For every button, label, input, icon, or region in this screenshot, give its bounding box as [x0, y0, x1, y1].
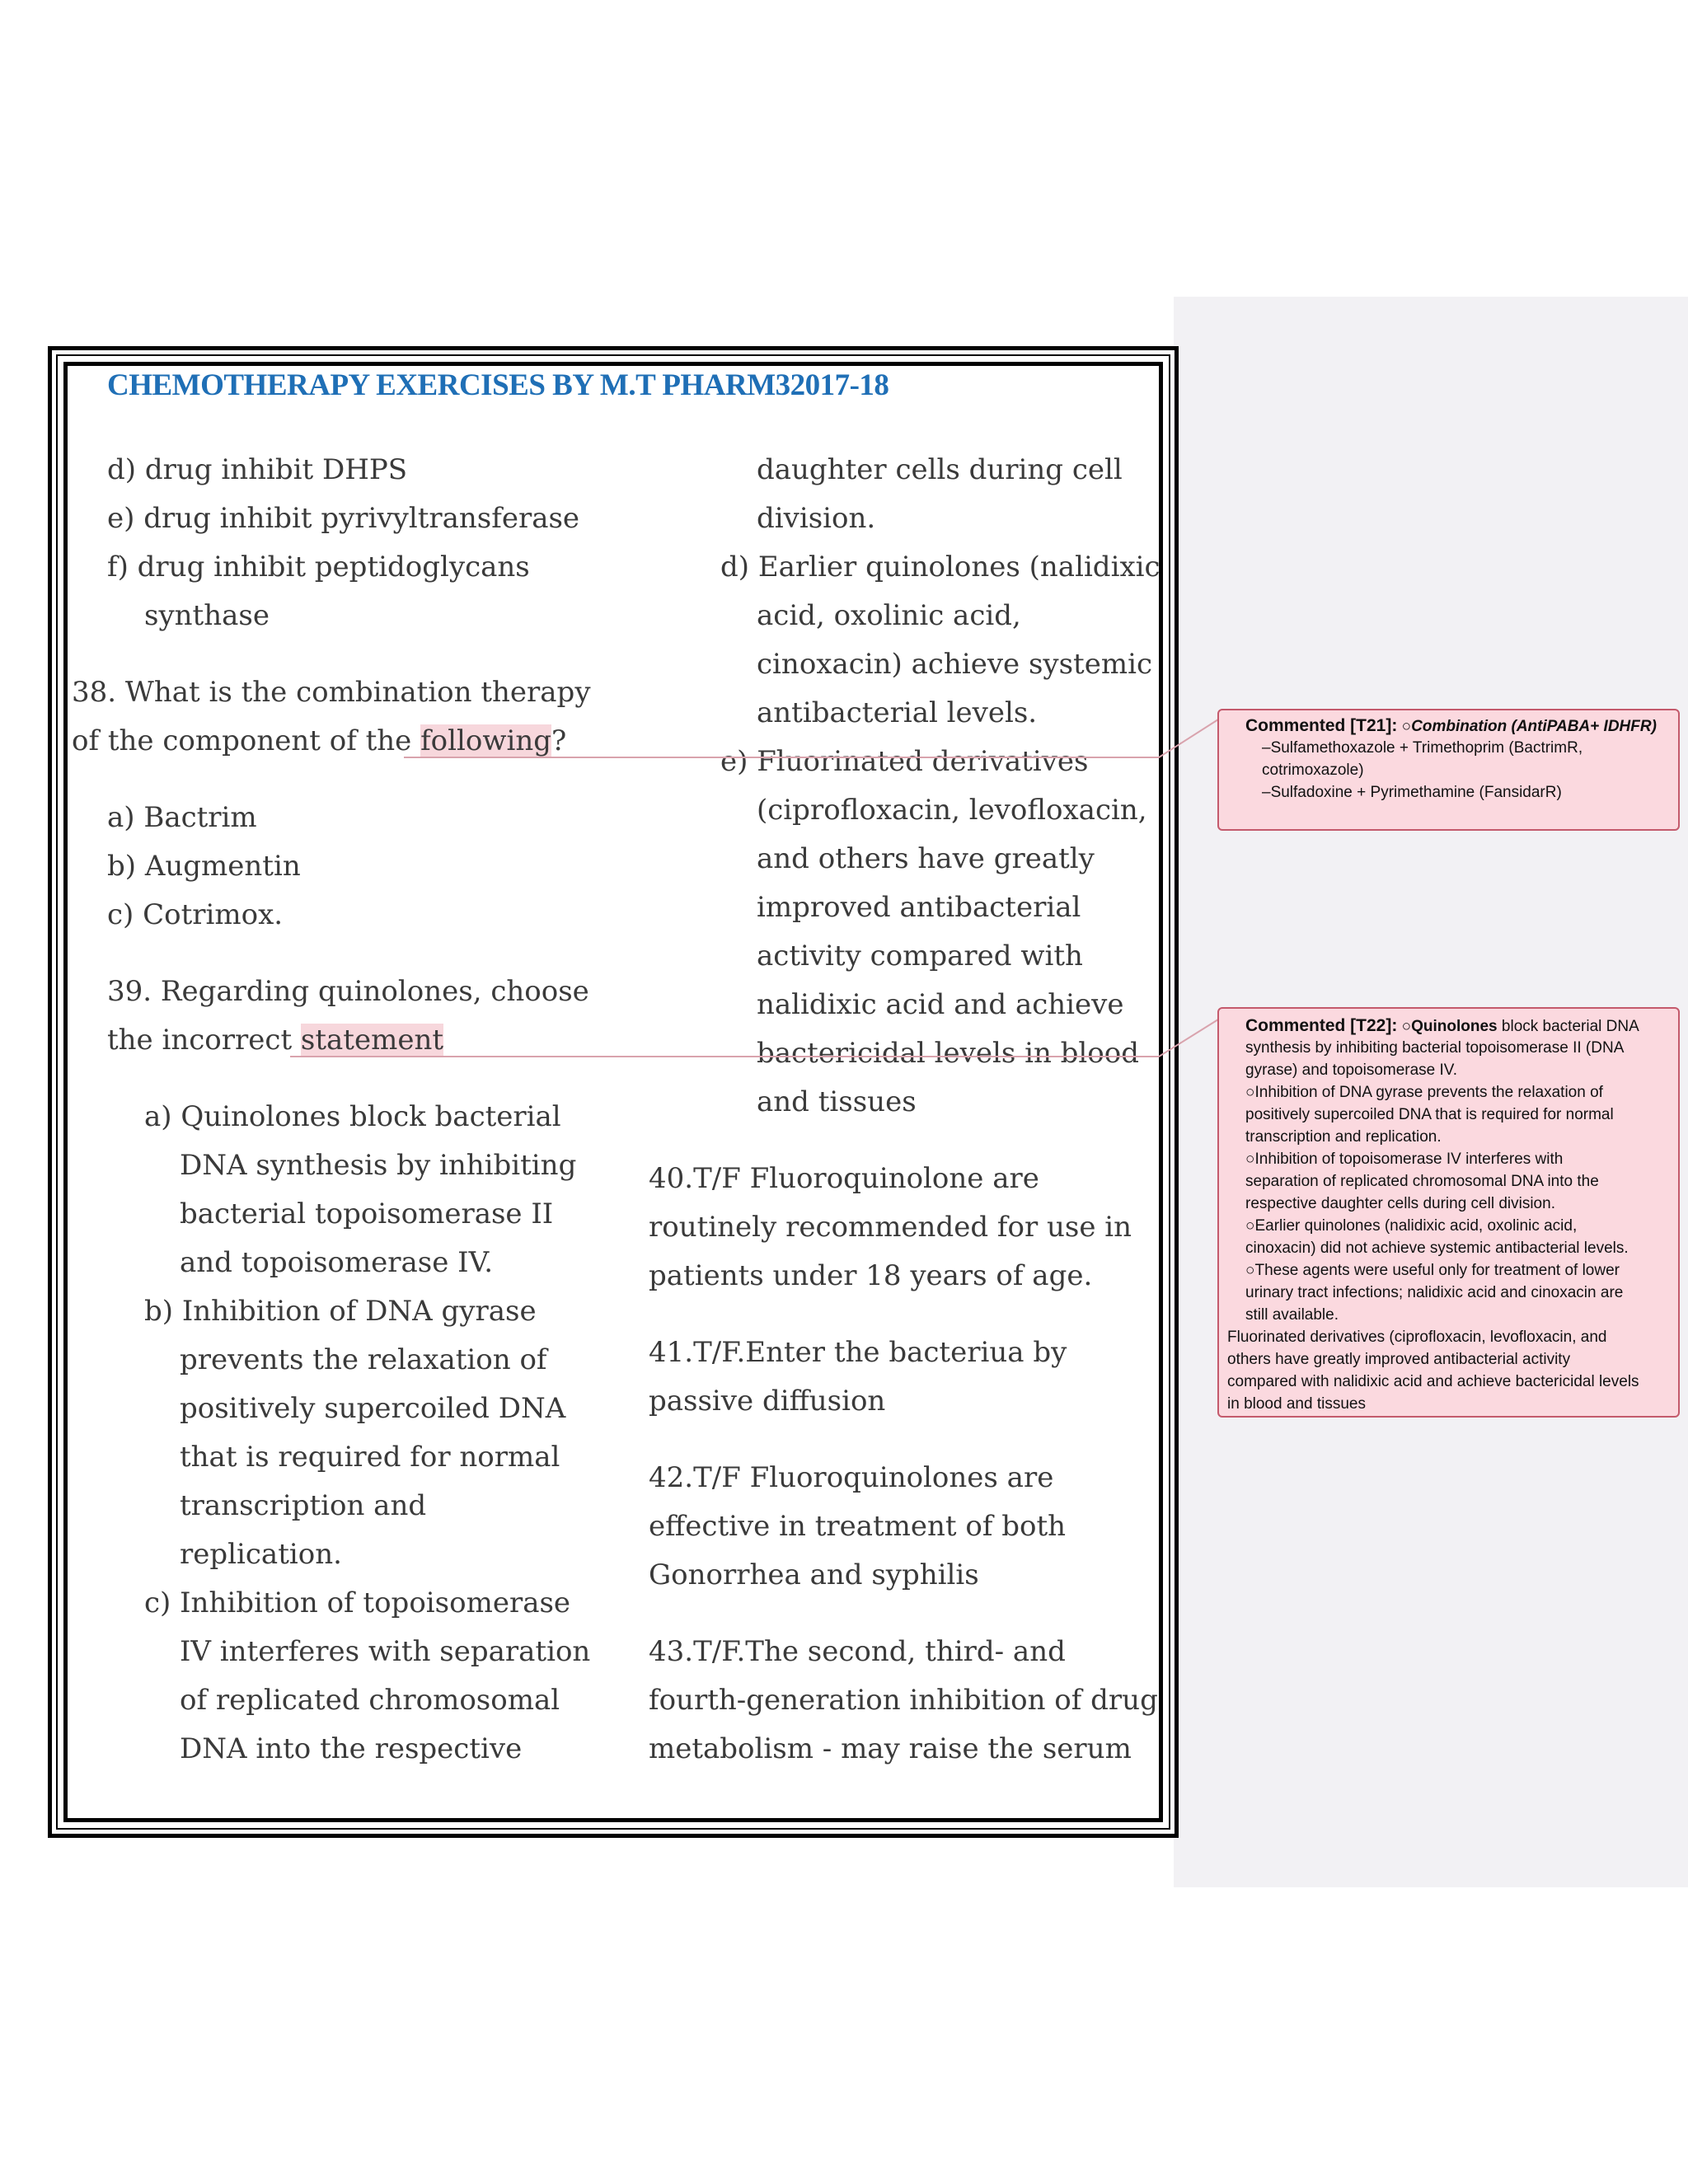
comment-t21-line: cotrimoxazole) [1262, 762, 1364, 779]
comment-t22-line: in blood and tissues [1227, 1395, 1366, 1413]
comment-anchor-statement[interactable]: statement [300, 1024, 444, 1057]
comment-t22-line: still available. [1245, 1306, 1339, 1324]
q39-option-e-line: nalidixic acid and achieve [757, 988, 1124, 1021]
q39-option-b-line: that is required for normal [180, 1441, 560, 1474]
comment-t22-line: ○Inhibition of topoisomerase IV interferes with [1245, 1151, 1564, 1168]
comment-t22-head: ○Quinolones [1397, 1018, 1498, 1035]
comment-t22-line: others have greatly improved antibacterial activity [1227, 1351, 1571, 1368]
q39-option-c-line: of replicated chromosomal [180, 1684, 560, 1717]
comment-t22-line: ○Earlier quinolones (nalidixic acid, oxolinic acid, [1245, 1217, 1578, 1235]
question-40-line: patients under 18 years of age. [649, 1259, 1093, 1292]
q39-option-c: c) Inhibition of topoisomerase [144, 1586, 571, 1619]
option-e: e) drug inhibit pyrivyltransferase [107, 502, 580, 535]
q39-option-d-line: antibacterial levels. [757, 696, 1038, 729]
comment-t22-line: separation of replicated chromosomal DNA into the [1245, 1173, 1599, 1190]
q39-option-a-line: bacterial topoisomerase II [180, 1197, 554, 1230]
q39-option-a: a) Quinolones block bacterial [144, 1100, 561, 1133]
comment-t21-line: –Sulfamethoxazole + Trimethoprim (BactrimR, [1262, 739, 1583, 757]
q39-option-e-line: bactericidal levels in blood [757, 1037, 1139, 1070]
q39-option-a-line: DNA synthesis by inhibiting [180, 1149, 577, 1182]
comment-t21-head: ○Combination (AntiPABA+ IDHFR) [1397, 718, 1657, 735]
q39-option-e-line: (ciprofloxacin, levofloxacin, [757, 794, 1147, 827]
question-39-line2: the incorrect statement [107, 1024, 444, 1057]
q39-option-b: b) Inhibition of DNA gyrase [144, 1295, 537, 1328]
page-title: CHEMOTHERAPY EXERCISES BY M.T PHARM32017-18 [107, 368, 889, 402]
comment-t22-line: ○Inhibition of DNA gyrase prevents the relaxation of [1245, 1084, 1603, 1101]
q39-option-e-line: and tissues [757, 1085, 917, 1118]
q39-option-a-line: and topoisomerase IV. [180, 1246, 494, 1279]
comment-t22-head-rest: block bacterial DNA [1497, 1018, 1639, 1035]
comment-t22-line: respective daughter cells during cell division. [1245, 1195, 1555, 1212]
q39-option-e-line: activity compared with [757, 940, 1083, 972]
comment-t21-label: Commented [T21]: [1245, 716, 1398, 735]
question-42: 42.T/F Fluoroquinolones are [649, 1461, 1054, 1494]
comment-t22-line: compared with nalidixic acid and achieve bactericidal levels [1227, 1373, 1639, 1390]
question-40-line: routinely recommended for use in [649, 1211, 1132, 1244]
question-42-line: Gonorrhea and syphilis [649, 1558, 979, 1591]
question-39: 39. Regarding quinolones, choose [107, 975, 589, 1008]
question-41: 41.T/F.Enter the bacteriua by [649, 1336, 1067, 1369]
q39-option-e-line: and others have greatly [757, 842, 1095, 875]
q39-option-d-line: acid, oxolinic acid, [757, 599, 1021, 632]
question-41-line: passive diffusion [649, 1385, 886, 1418]
q38-option-b: b) Augmentin [107, 850, 301, 883]
q39-option-e-line: improved antibacterial [757, 891, 1081, 924]
comment-t22-line: cinoxacin) did not achieve systemic antibacterial levels. [1245, 1240, 1629, 1257]
option-d: d) drug inhibit DHPS [107, 453, 408, 486]
question-40: 40.T/F Fluoroquinolone are [649, 1162, 1039, 1195]
q39-option-d: d) Earlier quinolones (nalidixic [720, 551, 1160, 583]
q39-option-c-line: DNA into the respective [180, 1732, 523, 1765]
q38-option-c: c) Cotrimox. [107, 898, 284, 931]
comment-t22-line: transcription and replication. [1245, 1128, 1442, 1146]
q39-option-c-cont: division. [757, 502, 876, 535]
q39-option-b-line: positively supercoiled DNA [180, 1392, 566, 1425]
q39-option-c-cont: daughter cells during cell [757, 453, 1123, 486]
q39-option-b-line: replication. [180, 1538, 342, 1571]
comment-t22-line: Fluorinated derivatives (ciprofloxacin, levofloxacin, and [1227, 1329, 1607, 1346]
option-f: f) drug inhibit peptidoglycans [107, 551, 530, 583]
question-43-line: fourth-generation inhibition of drug [649, 1684, 1158, 1717]
question-38-line2: of the component of the following? [72, 724, 567, 757]
question-38: 38. What is the combination therapy [72, 676, 591, 709]
q39-option-c-line: IV interferes with separation [180, 1635, 591, 1668]
comment-t21-line: –Sulfadoxine + Pyrimethamine (FansidarR) [1262, 784, 1562, 801]
question-43: 43.T/F.The second, third- and [649, 1635, 1066, 1668]
question-43-line: metabolism - may raise the serum [649, 1732, 1132, 1765]
comment-t22-line: synthesis by inhibiting bacterial topoisomerase II (DNA [1245, 1039, 1625, 1057]
comment-t22[interactable] [1217, 1007, 1680, 1418]
comment-t22-line: positively supercoiled DNA that is required for normal [1245, 1106, 1614, 1123]
comment-t22-label: Commented [T22]: [1245, 1016, 1398, 1035]
option-f-cont: synthase [144, 599, 270, 632]
comment-t22-line: urinary tract infections; nalidixic acid and cinoxacin are [1245, 1284, 1624, 1301]
q38-option-a: a) Bactrim [107, 801, 257, 834]
comment-t22-line: ○These agents were useful only for treatment of lower [1245, 1262, 1620, 1279]
q39-option-b-line: transcription and [180, 1489, 427, 1522]
q39-option-e: e) Fluorinated derivatives [720, 745, 1089, 778]
comment-t22-line: gyrase) and topoisomerase IV. [1245, 1062, 1458, 1079]
question-42-line: effective in treatment of both [649, 1510, 1067, 1543]
comment-anchor-following[interactable]: following [420, 724, 551, 757]
comment-t21[interactable] [1217, 709, 1680, 831]
q39-option-b-line: prevents the relaxation of [180, 1343, 547, 1376]
q39-option-d-line: cinoxacin) achieve systemic [757, 648, 1153, 681]
